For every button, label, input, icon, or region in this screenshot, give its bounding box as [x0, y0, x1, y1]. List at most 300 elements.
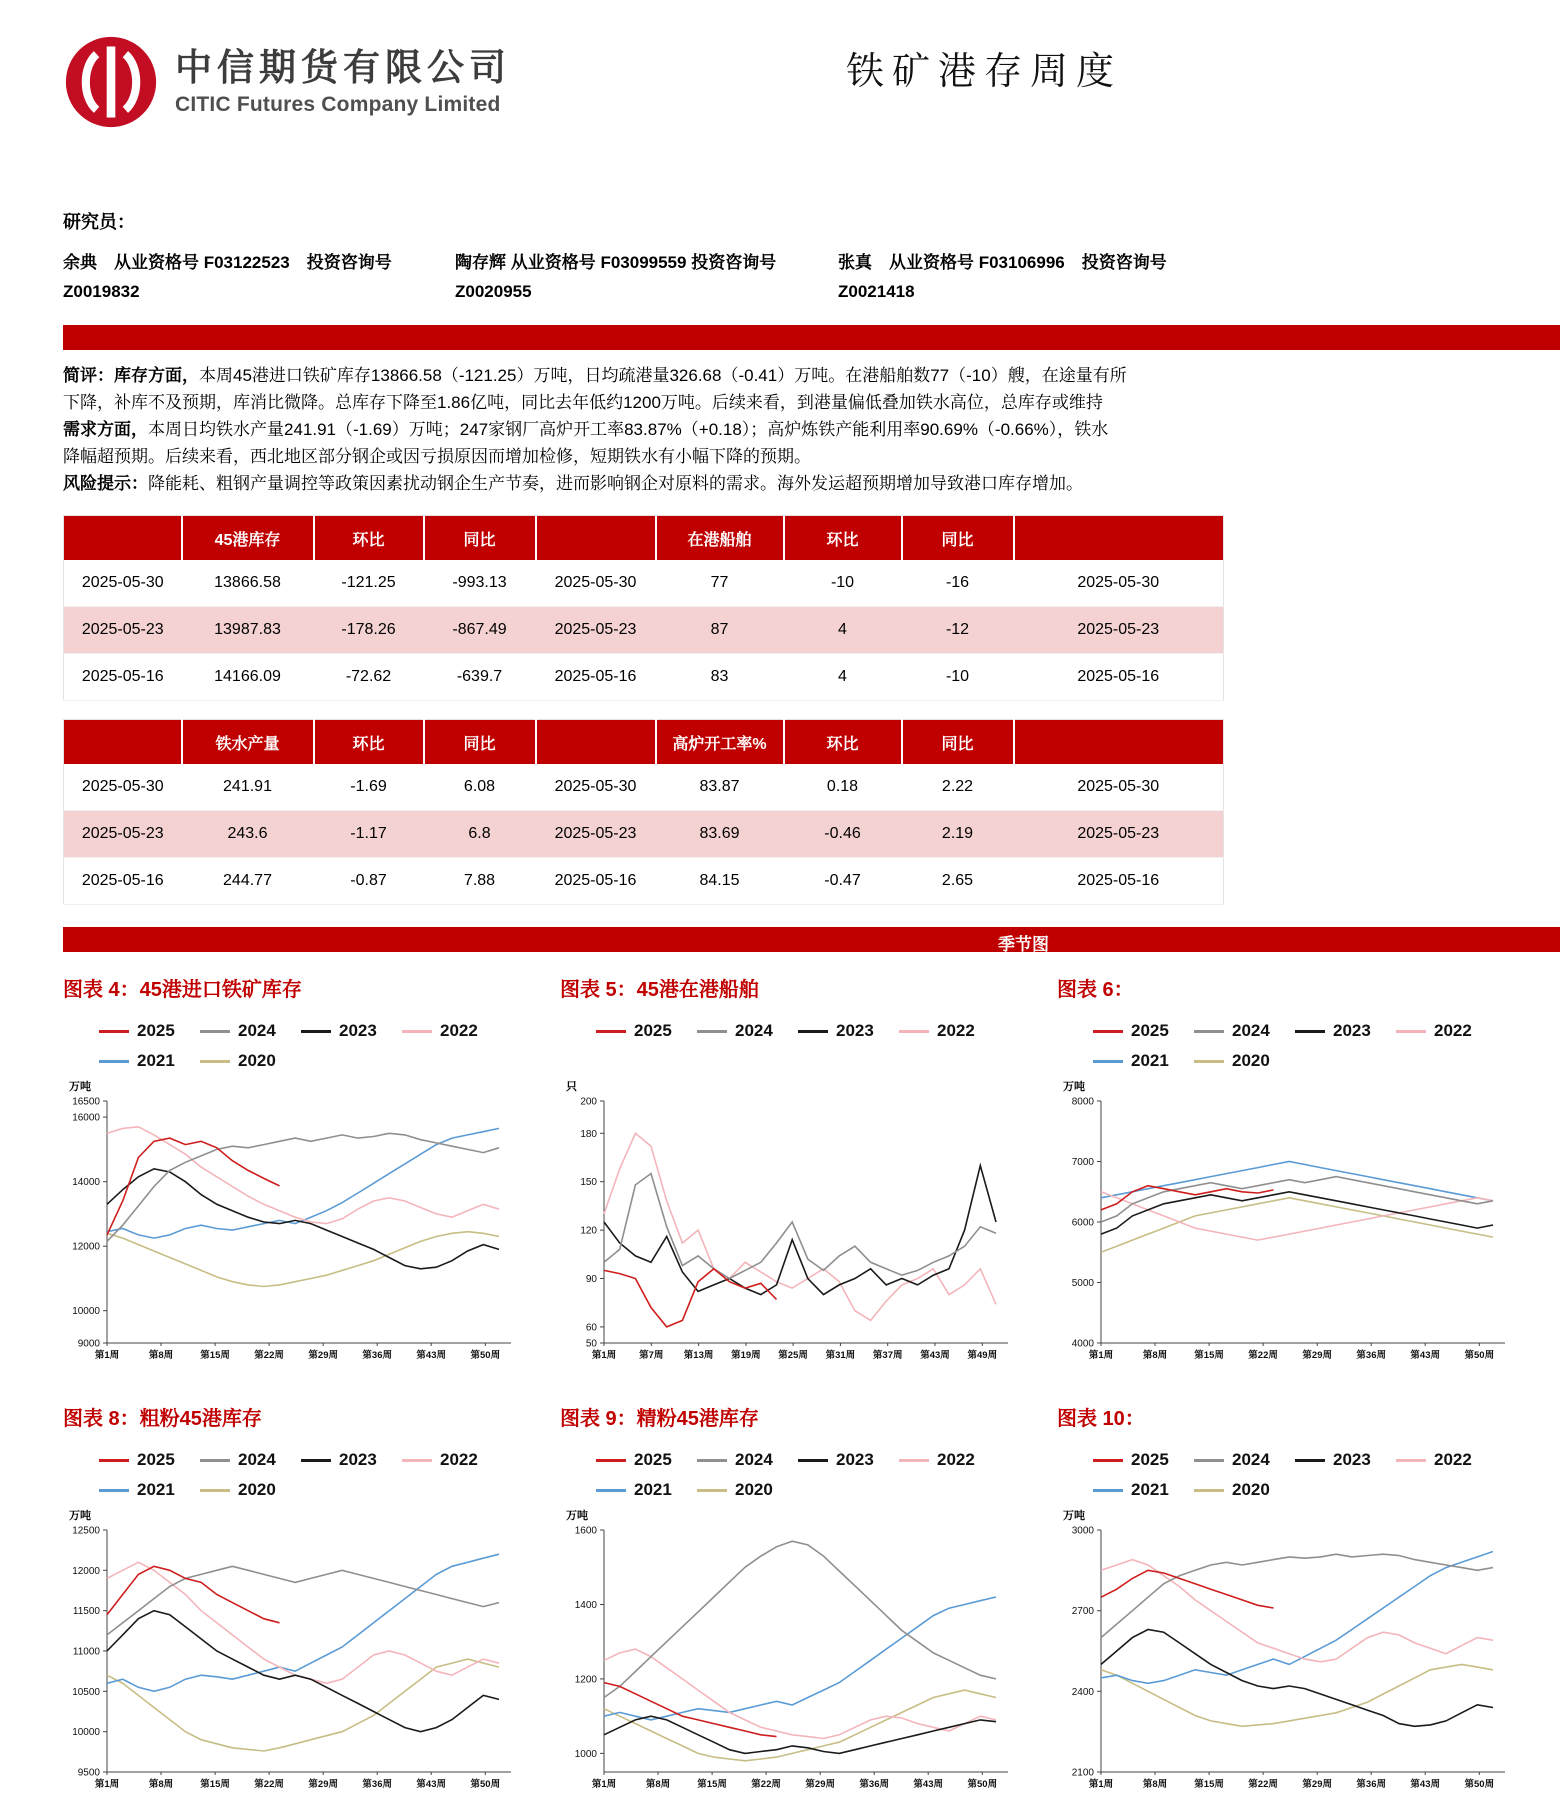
commentary-text: 降幅超预期。后续来看，西北地区部分钢企或因亏损原因而增加检修，短期铁水有小幅下降的预期。	[63, 447, 811, 466]
legend-line-swatch	[1093, 1489, 1123, 1492]
svg-text:第43周: 第43周	[416, 1779, 446, 1790]
svg-text:10500: 10500	[72, 1686, 100, 1698]
legend-line-swatch	[596, 1459, 626, 1462]
legend-label: 2023	[339, 1450, 377, 1469]
table-cell: 4	[784, 654, 902, 701]
table-cell: 6.8	[424, 811, 536, 858]
table-row	[64, 858, 1224, 905]
legend-item-2023	[1295, 1445, 1396, 1475]
legend-line-swatch	[1093, 1459, 1123, 1462]
svg-text:1000: 1000	[574, 1748, 597, 1760]
data-table	[63, 719, 1224, 905]
table-cell: 7.88	[424, 858, 536, 905]
legend-label: 2021	[1131, 1051, 1169, 1070]
table-cell: 2025-05-16	[64, 654, 182, 701]
legend-item-2020	[200, 1046, 301, 1076]
table-row	[64, 560, 1224, 607]
legend-line-swatch	[402, 1459, 432, 1462]
svg-text:第50周: 第50周	[967, 1779, 998, 1790]
table-cell: -72.62	[314, 654, 424, 701]
table-cell: -10	[902, 654, 1014, 701]
svg-text:第36周: 第36周	[1356, 1350, 1386, 1361]
commentary-line	[63, 389, 1560, 416]
legend-line-swatch	[899, 1459, 929, 1462]
line-chart-plot	[1057, 1095, 1507, 1367]
table-cell: 2.22	[902, 764, 1014, 811]
commentary-line	[63, 470, 1560, 497]
svg-text:第50周: 第50周	[470, 1350, 501, 1361]
table-cell: -0.47	[784, 858, 902, 905]
table-cell: 77	[656, 560, 784, 607]
svg-text:1400: 1400	[574, 1600, 597, 1611]
svg-text:6000: 6000	[1071, 1217, 1094, 1229]
table-cell: 14166.09	[182, 654, 314, 701]
legend-item-2020	[200, 1475, 301, 1505]
legend-label: 2025	[137, 1450, 175, 1469]
svg-text:50: 50	[585, 1338, 597, 1350]
svg-text:第1周: 第1周	[1088, 1779, 1114, 1790]
svg-text:11000: 11000	[72, 1646, 100, 1658]
svg-text:1200: 1200	[574, 1674, 597, 1686]
table-cell: 2025-05-16	[1014, 654, 1224, 701]
svg-text:第29周: 第29周	[308, 1350, 338, 1361]
commentary-lead: 简评：库存方面，	[63, 366, 199, 385]
chart-legend	[63, 1445, 523, 1505]
table-cell: 243.6	[182, 811, 314, 858]
svg-text:第22周: 第22周	[254, 1779, 284, 1790]
svg-text:第50周: 第50周	[470, 1779, 501, 1790]
citic-logo-icon	[63, 34, 159, 130]
legend-item-2024	[200, 1016, 301, 1046]
legend-label: 2024	[1232, 1450, 1270, 1469]
legend-item-2023	[1295, 1016, 1396, 1046]
chart-45port-inventory	[63, 978, 523, 1367]
legend-label: 2021	[1131, 1480, 1169, 1499]
svg-text:第43周: 第43周	[1410, 1350, 1440, 1361]
table-cell: 2025-05-23	[1014, 607, 1224, 654]
legend-line-swatch	[200, 1489, 230, 1492]
legend-label: 2024	[735, 1450, 773, 1469]
svg-text:第29周: 第29周	[1302, 1779, 1332, 1790]
legend-label: 2022	[440, 1450, 478, 1469]
table-cell: 2.65	[902, 858, 1014, 905]
svg-text:12000: 12000	[72, 1241, 100, 1253]
commentary-block	[63, 362, 1560, 497]
legend-line-swatch	[798, 1459, 828, 1462]
svg-text:第29周: 第29周	[308, 1779, 338, 1790]
svg-text:第36周: 第36周	[1356, 1779, 1386, 1790]
svg-text:第43周: 第43周	[913, 1779, 943, 1790]
chart-title: 图表 6：	[1057, 979, 1134, 1001]
legend-line-swatch	[1194, 1459, 1224, 1462]
chart-title: 图表 9：精粉45港库存	[560, 1408, 759, 1430]
legend-item-2024	[200, 1445, 301, 1475]
table-cell: 2025-05-23	[64, 811, 182, 858]
table-cell: 84.15	[656, 858, 784, 905]
svg-text:7000: 7000	[1071, 1157, 1094, 1168]
svg-text:第22周: 第22周	[1248, 1350, 1278, 1361]
legend-item-2024	[697, 1445, 798, 1475]
legend-label: 2022	[1434, 1450, 1472, 1469]
svg-text:第19周: 第19周	[731, 1350, 761, 1361]
axis-unit-label: 万吨	[69, 1510, 91, 1522]
svg-text:90: 90	[585, 1274, 597, 1285]
legend-label: 2020	[1232, 1051, 1270, 1070]
table-row	[64, 764, 1224, 811]
svg-text:12000: 12000	[72, 1565, 100, 1577]
summary-tables	[63, 515, 1560, 905]
commentary-text: 本周日均铁水产量241.91（-1.69）万吨；247家钢厂高炉开工率83.87%（+0.18）；高炉炼铁产能利用率90.69%（-0.66%），铁水	[148, 420, 1109, 439]
company-logo-block	[63, 34, 1560, 130]
svg-text:12500: 12500	[72, 1525, 100, 1537]
table-cell: -121.25	[314, 560, 424, 607]
legend-item-2025	[596, 1016, 697, 1046]
legend-line-swatch	[99, 1489, 129, 1492]
legend-item-2025	[1093, 1016, 1194, 1046]
legend-label: 2020	[1232, 1480, 1270, 1499]
legend-item-2022	[1396, 1016, 1497, 1046]
legend-line-swatch	[1194, 1030, 1224, 1033]
line-chart-plot	[1057, 1524, 1507, 1796]
data-table	[63, 515, 1224, 701]
table-cell: -12	[902, 607, 1014, 654]
table-cell: -867.49	[424, 607, 536, 654]
report-header	[0, 0, 1560, 162]
legend-line-swatch	[99, 1060, 129, 1063]
svg-text:9500: 9500	[77, 1767, 100, 1779]
svg-text:10000: 10000	[72, 1306, 100, 1318]
legend-label: 2023	[836, 1021, 874, 1040]
chart-ships-at-port	[560, 978, 1020, 1367]
chart-figure-10	[1057, 1407, 1517, 1796]
table-cell: 2025-05-16	[1014, 858, 1224, 905]
legend-item-2020	[1194, 1475, 1295, 1505]
legend-line-swatch	[596, 1030, 626, 1033]
svg-text:第8周: 第8周	[1142, 1350, 1168, 1361]
svg-text:2400: 2400	[1071, 1686, 1094, 1698]
researcher-advisory-no: Z0021418	[838, 282, 915, 301]
svg-text:第50周: 第50周	[1464, 1779, 1495, 1790]
legend-item-2025	[99, 1445, 200, 1475]
legend-item-2023	[301, 1445, 402, 1475]
legend-label: 2021	[137, 1051, 175, 1070]
researcher-2	[455, 252, 838, 303]
svg-text:第31周: 第31周	[825, 1350, 856, 1361]
table-cell: -0.46	[784, 811, 902, 858]
chart-legend	[1057, 1016, 1517, 1076]
table-cell: 87	[656, 607, 784, 654]
researchers-row	[63, 252, 1560, 303]
table-header-cell	[536, 516, 656, 561]
legend-item-2024	[1194, 1445, 1295, 1475]
table-cell: 2025-05-23	[536, 811, 656, 858]
svg-text:11500: 11500	[72, 1606, 100, 1618]
svg-text:第15周: 第15周	[1194, 1350, 1224, 1361]
legend-line-swatch	[1093, 1060, 1123, 1063]
legend-label: 2023	[1333, 1450, 1371, 1469]
legend-label: 2023	[339, 1021, 377, 1040]
svg-text:3000: 3000	[1071, 1525, 1094, 1537]
legend-line-swatch	[301, 1030, 331, 1033]
svg-text:120: 120	[580, 1225, 597, 1237]
legend-line-swatch	[1295, 1459, 1325, 1462]
researcher-1	[63, 252, 455, 303]
researchers-label: 研究员：	[63, 212, 135, 232]
researcher-credentials: 张真 从业资格号 F03106996 投资咨询号	[838, 253, 1167, 272]
legend-label: 2025	[137, 1021, 175, 1040]
svg-text:5000: 5000	[1071, 1278, 1094, 1289]
table-row	[64, 654, 1224, 701]
svg-text:150: 150	[580, 1177, 597, 1189]
svg-text:4000: 4000	[1071, 1338, 1094, 1350]
legend-label: 2022	[937, 1021, 975, 1040]
table-cell: 0.18	[784, 764, 902, 811]
table-header-cell: 同比	[424, 720, 536, 765]
table-cell: 241.91	[182, 764, 314, 811]
legend-item-2021	[99, 1046, 200, 1076]
svg-text:第22周: 第22周	[751, 1779, 781, 1790]
svg-text:第8周: 第8周	[148, 1350, 174, 1361]
legend-line-swatch	[596, 1489, 626, 1492]
commentary-lead: 风险提示：	[63, 474, 148, 493]
table-header-cell: 高炉开工率%	[656, 720, 784, 765]
legend-item-2021	[99, 1475, 200, 1505]
table-cell: -16	[902, 560, 1014, 607]
table-row	[64, 607, 1224, 654]
researcher-3	[838, 252, 1167, 303]
svg-text:180: 180	[580, 1128, 597, 1140]
chart-title: 图表 8：粗粉45港库存	[63, 1408, 262, 1430]
legend-label: 2025	[634, 1450, 672, 1469]
legend-line-swatch	[200, 1030, 230, 1033]
svg-text:第8周: 第8周	[1142, 1779, 1168, 1790]
company-name-en: CITIC Futures Company Limited	[175, 92, 501, 116]
line-chart-plot	[63, 1524, 513, 1796]
svg-text:8000: 8000	[1071, 1096, 1094, 1108]
table-cell: 2025-05-16	[64, 858, 182, 905]
legend-label: 2021	[634, 1480, 672, 1499]
svg-text:第25周: 第25周	[778, 1350, 808, 1361]
legend-item-2024	[697, 1016, 798, 1046]
svg-text:第8周: 第8周	[148, 1779, 174, 1790]
legend-line-swatch	[402, 1030, 432, 1033]
svg-text:1600: 1600	[574, 1525, 597, 1537]
axis-unit-label: 万吨	[1063, 1510, 1085, 1522]
table-header-cell: 环比	[784, 516, 902, 561]
company-name-block	[175, 47, 511, 117]
axis-unit-label: 万吨	[69, 1081, 91, 1093]
legend-label: 2023	[1333, 1021, 1371, 1040]
table-header-cell: 环比	[314, 720, 424, 765]
svg-text:第43周: 第43周	[920, 1350, 950, 1361]
table-header-cell: 环比	[314, 516, 424, 561]
legend-item-2024	[1194, 1016, 1295, 1046]
legend-label: 2025	[1131, 1450, 1169, 1469]
table-cell: 2025-05-30	[1014, 560, 1224, 607]
legend-item-2023	[798, 1445, 899, 1475]
legend-label: 2020	[238, 1480, 276, 1499]
svg-text:第37周: 第37周	[872, 1350, 903, 1361]
axis-unit-label: 万吨	[566, 1510, 588, 1522]
table-cell: 2025-05-23	[1014, 811, 1224, 858]
table-header-cell	[1014, 720, 1224, 765]
svg-text:第22周: 第22周	[254, 1350, 284, 1361]
charts-grid	[63, 978, 1554, 1796]
legend-line-swatch	[1194, 1489, 1224, 1492]
legend-line-swatch	[200, 1060, 230, 1063]
legend-item-2021	[1093, 1475, 1194, 1505]
seasonal-section-bar	[63, 927, 1560, 952]
svg-text:第7周: 第7周	[639, 1350, 664, 1361]
legend-line-swatch	[899, 1030, 929, 1033]
svg-text:200: 200	[580, 1096, 597, 1108]
legend-item-2021	[596, 1475, 697, 1505]
legend-line-swatch	[200, 1459, 230, 1462]
table-cell: 83	[656, 654, 784, 701]
legend-line-swatch	[99, 1459, 129, 1462]
legend-line-swatch	[301, 1459, 331, 1462]
svg-text:第15周: 第15周	[200, 1350, 230, 1361]
legend-item-2021	[1093, 1046, 1194, 1076]
svg-text:2100: 2100	[1071, 1767, 1094, 1779]
svg-text:60: 60	[585, 1322, 597, 1334]
svg-text:2700: 2700	[1071, 1606, 1094, 1618]
legend-line-swatch	[1396, 1459, 1426, 1462]
legend-item-2025	[99, 1016, 200, 1046]
legend-label: 2025	[634, 1021, 672, 1040]
svg-text:第8周: 第8周	[645, 1779, 671, 1790]
legend-line-swatch	[1093, 1030, 1123, 1033]
commentary-text: 本周45港进口铁矿库存13866.58（-121.25）万吨，日均疏港量326.68（-0.41）万吨。在港船舶数77（-10）艘，在途量有所	[199, 366, 1127, 385]
line-chart-plot	[560, 1095, 1010, 1367]
chart-concentrate-inventory	[560, 1407, 1020, 1796]
researcher-advisory-no: Z0020955	[455, 282, 532, 301]
legend-line-swatch	[798, 1030, 828, 1033]
chart-legend	[560, 1016, 1020, 1076]
axis-unit-label: 万吨	[1063, 1081, 1085, 1093]
table-cell: 83.87	[656, 764, 784, 811]
table-cell: -639.7	[424, 654, 536, 701]
svg-text:16000: 16000	[72, 1112, 100, 1124]
legend-line-swatch	[697, 1030, 727, 1033]
chart-title: 图表 10：	[1057, 1408, 1145, 1430]
table-cell: 83.69	[656, 811, 784, 858]
svg-text:第36周: 第36周	[859, 1779, 889, 1790]
chart-figure-6	[1057, 978, 1517, 1367]
table-cell: -178.26	[314, 607, 424, 654]
table-cell: 2025-05-23	[536, 607, 656, 654]
company-name-cn: 中信期货有限公司	[175, 47, 511, 89]
svg-text:第29周: 第29周	[1302, 1350, 1332, 1361]
legend-line-swatch	[1194, 1060, 1224, 1063]
section-divider-bar	[63, 325, 1560, 350]
table-header-cell: 环比	[784, 720, 902, 765]
table-header-cell	[1014, 516, 1224, 561]
table-cell: 2025-05-16	[536, 654, 656, 701]
svg-text:第15周: 第15周	[697, 1779, 727, 1790]
table-cell: 13987.83	[182, 607, 314, 654]
line-chart-plot	[560, 1524, 1010, 1796]
legend-label: 2020	[238, 1051, 276, 1070]
legend-label: 2022	[937, 1450, 975, 1469]
svg-text:10000: 10000	[72, 1727, 100, 1739]
table-cell: 6.08	[424, 764, 536, 811]
table-cell: 2025-05-30	[64, 560, 182, 607]
legend-label: 2024	[735, 1021, 773, 1040]
table-header-cell: 在港船舶	[656, 516, 784, 561]
table-cell: 2025-05-23	[64, 607, 182, 654]
legend-item-2023	[301, 1016, 402, 1046]
seasonal-section-label: 季节图	[998, 935, 1049, 954]
legend-item-2025	[1093, 1445, 1194, 1475]
table-header-cell	[536, 720, 656, 765]
svg-text:第36周: 第36周	[362, 1779, 392, 1790]
legend-line-swatch	[697, 1489, 727, 1492]
svg-text:9000: 9000	[77, 1338, 100, 1350]
legend-label: 2021	[137, 1480, 175, 1499]
svg-text:16500: 16500	[72, 1096, 100, 1108]
table-cell: -1.69	[314, 764, 424, 811]
table-cell: -0.87	[314, 858, 424, 905]
legend-item-2022	[402, 1016, 503, 1046]
table-cell: 2025-05-30	[536, 560, 656, 607]
legend-item-2022	[402, 1445, 503, 1475]
axis-unit-label: 只	[566, 1081, 577, 1093]
legend-label: 2022	[1434, 1021, 1472, 1040]
svg-text:第1周: 第1周	[1088, 1350, 1114, 1361]
legend-label: 2022	[440, 1021, 478, 1040]
legend-line-swatch	[697, 1459, 727, 1462]
svg-text:第43周: 第43周	[1410, 1779, 1440, 1790]
legend-label: 2020	[735, 1480, 773, 1499]
svg-text:第1周: 第1周	[94, 1350, 120, 1361]
researcher-credentials: 陶存辉 从业资格号 F03099559 投资咨询号	[455, 253, 777, 272]
svg-text:第15周: 第15周	[200, 1779, 230, 1790]
legend-label: 2025	[1131, 1021, 1169, 1040]
svg-text:第15周: 第15周	[1194, 1779, 1224, 1790]
legend-label: 2024	[238, 1021, 276, 1040]
table-cell: -993.13	[424, 560, 536, 607]
chart-legend	[1057, 1445, 1517, 1505]
legend-label: 2024	[238, 1450, 276, 1469]
legend-item-2025	[596, 1445, 697, 1475]
legend-item-2022	[899, 1016, 1000, 1046]
chart-title: 图表 5：45港在港船舶	[560, 979, 759, 1001]
legend-line-swatch	[1396, 1030, 1426, 1033]
legend-item-2020	[1194, 1046, 1295, 1076]
svg-text:第22周: 第22周	[1248, 1779, 1278, 1790]
commentary-line	[63, 443, 1560, 470]
table-cell: -10	[784, 560, 902, 607]
table-header-cell: 铁水产量	[182, 720, 314, 765]
table-header-cell	[64, 516, 182, 561]
svg-text:第1周: 第1周	[591, 1779, 617, 1790]
table-cell: 13866.58	[182, 560, 314, 607]
line-chart-plot	[63, 1095, 513, 1367]
svg-text:第43周: 第43周	[416, 1350, 446, 1361]
commentary-text: 降能耗、粗钢产量调控等政策因素扰动钢企生产节奏，进而影响钢企对原料的需求。海外发运超预期增加导致港口库存增加。	[148, 474, 1083, 493]
table-cell: 244.77	[182, 858, 314, 905]
table-cell: 2025-05-30	[536, 764, 656, 811]
table-header-cell: 同比	[424, 516, 536, 561]
table-cell: 2025-05-16	[536, 858, 656, 905]
chart-coarse-fines-inventory	[63, 1407, 523, 1796]
commentary-line	[63, 416, 1560, 443]
page-title: 铁矿港存周度	[846, 51, 1123, 93]
table-cell: 2025-05-30	[1014, 764, 1224, 811]
chart-legend	[560, 1445, 1020, 1505]
chart-legend	[63, 1016, 523, 1076]
